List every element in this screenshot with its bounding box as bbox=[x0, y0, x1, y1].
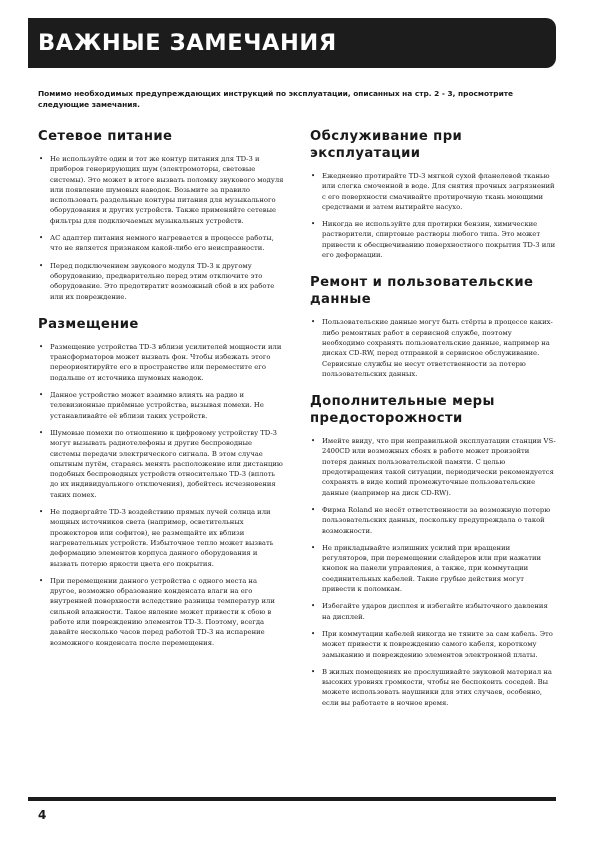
list-item: • При перемещении данного устройства с одного места на другое, возможно образование конденсата влаги на его внутренней поверхности вследствие разницы температур или сильной влажности. Такое явление может привести к сбою в работе или повреждению элементов TD-3. Поэтому, всегда давайте несколько часов перед работой TD-3 на испарение возможного конденсата после перемещения. bbox=[38, 576, 284, 648]
list-item: • АС адаптер питания немного нагревается в процессе работы, что не является признаком какой-либо его неисправности. bbox=[38, 233, 284, 254]
section-heading: Размещение bbox=[38, 316, 139, 332]
bullet-list bbox=[310, 317, 556, 379]
list-item: • Избегайте ударов дисплея и избегайте избыточного давления на дисплей. bbox=[310, 601, 556, 622]
bottom-rule bbox=[28, 797, 556, 801]
list-item: • Перед подключением звукового модуля TD-3 к другому оборудованию, предварительно перед этим отключите это оборудование. Это предотвратит возможный сбой в их работе или их повреждение. bbox=[38, 261, 284, 302]
list-item: • Фирма Roland не несёт ответственности за возможную потерю пользовательских данных, поскольку предупреждала о такой возможности. bbox=[310, 505, 556, 536]
bullet-list bbox=[310, 171, 556, 260]
list-item: • Размещение устройства TD-3 вблизи усилителей мощности или трансформаторов может вызвать фон. Чтобы избежать этого переориентируйте его в пространстве или переместите его подальше от источника шумовых наводок. bbox=[38, 342, 284, 383]
section-heading: Дополнительные меры предосторожности bbox=[310, 394, 495, 427]
page-number: 4 bbox=[38, 808, 47, 822]
intro-text: Помимо необходимых предупреждающих инструкций по эксплуатации, описанных на стр. 2 - 3, просмотрите следующие замечания. bbox=[38, 89, 514, 109]
list-item: • Не используйте один и тот же контур питания для TD-3 и приборов генерирующих шум (электромоторы, световые системы). Это может в итоге вызвать поломку звукового модуля или появление шумовых наводок. Возьмите за правило использовать раздельные контуры питания для музыкального оборудования и других устройств. Также применяйте сетевые фильтры для подключаемых музыкальных устройств. bbox=[38, 154, 284, 226]
title-bar bbox=[28, 18, 556, 68]
list-item: • В жилых помещениях не прослушивайте звуковой материал на высоких уровнях громкости, чтобы не беспокоить соседей. Вы можете использовать наушники для этих случаев, особенно, если вы работаете в ночное время. bbox=[310, 667, 556, 708]
list-item: • Не прикладывайте излишних усилий при вращении регуляторов, при перемещении слайдеров или при нажатии кнопок на панели управления, а также, при коммутации соединительных кабелей. Такие грубые действия могут привести к поломкам. bbox=[310, 543, 556, 594]
left-column bbox=[38, 128, 284, 662]
bullet-list bbox=[38, 154, 284, 302]
list-item: • Не подвергайте TD-3 воздействию прямых лучей солнца или мощных источников света (например, осветительных прожекторов или софитов), не размещайте их вблизи нагревательных устройств. Избыточное тепло может вызвать деформацию элементов корпуса данного оборудования и вызвать потерю яркости цвета его покрытия. bbox=[38, 507, 284, 569]
bullet-list bbox=[310, 436, 556, 708]
bullet-list bbox=[38, 342, 284, 648]
list-item: • Ежедневно протирайте TD-3 мягкой сухой фланелевой тканью или слегка смоченной в воде. Для снятия прочных загрязнений с его поверхности смачивайте протирочную ткань моющими средствами и затем вытирайте насухо. bbox=[310, 171, 556, 212]
list-item: • Пользовательские данные могут быть стёрты в процессе каких-либо ремонтных работ в сервисной службе, поэтому необходимо сохранять пользовательские данные, например на дисках CD-RW, перед отправкой в сервисное обслуживание. Сервисные службы не несут ответственности за потерю пользовательских данных. bbox=[310, 317, 556, 379]
section-heading: Сетевое питание bbox=[38, 129, 173, 144]
list-item: • Никогда не используйте для протирки бензин, химические растворители, спиртовые растворы любого типа. Это может привести к обесцвечиванию поверхностного покрытия TD-3 или его деформации. bbox=[310, 219, 556, 260]
list-item: • Имейте ввиду, что при неправильной эксплуатации станции VS-2400CD или возможных сбоях в работе может произойти потеря данных пользовательской памяти. С целью предотвращения такой ситуации, периодически рекомендуется сохранять в виде копий промежуточные пользовательские данные (например на диск CD-RW). bbox=[310, 436, 556, 498]
section-heading: Ремонт и пользовательские данные bbox=[310, 275, 534, 308]
page-title: ВАЖНЫЕ ЗАМЕЧАНИЯ bbox=[38, 30, 337, 56]
section-heading: Обслуживание при эксплуатации bbox=[310, 129, 463, 161]
list-item: • Шумовые помехи по отношению к цифровому устройству TD-3 могут вызывать радиотелефоны и другие беспроводные системы передачи электрического сигнала. В этом случае опытным путём, стараясь менять расположение или дистанцию подобных беспроводных устройств относительно TD-3 (вплоть до их индивидуального отключения), добейтесь исчезновения таких помех. bbox=[38, 428, 284, 500]
right-column bbox=[310, 128, 556, 722]
list-item: • Данное устройство может взаимно влиять на радио и телевизионные приёмные устройства, вызывая помехи. Не устанавливайте её вблизи таких устройств. bbox=[38, 390, 284, 421]
list-item: • При коммутации кабелей никогда не тяните за сам кабель. Это может привести к повреждению самого кабеля, короткому замыканию и повреждению элементов электронной платы. bbox=[310, 629, 556, 660]
